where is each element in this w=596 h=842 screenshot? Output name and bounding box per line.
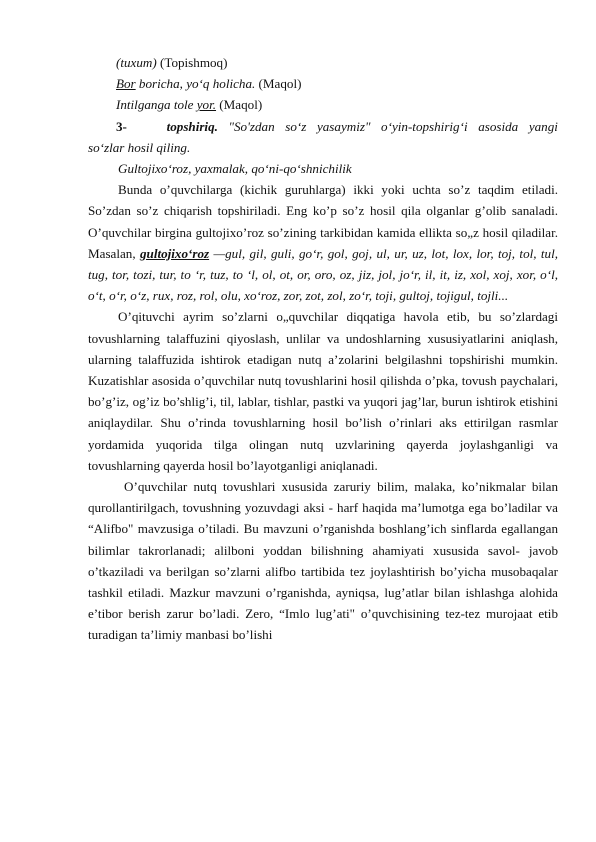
- paragraph-3: O’quvchilar nutq tovushlari xususida zaruriy bilim, malaka, ko’nikmalar bilan qurollantirilgach, tovushning yozuvdagi aksi - harf haqida ma’lumotga ega bo’ladilar va “Alifbo" mavzusiga o’tiladi. Bu mavzuni o’rganishda boshlang’ich sinflarda egallangan bilimlar takrorlanadi; alilboni yoddan bilishning ahamiyati xususida savol- javob o’tkaziladi va berilgan so’zlarni alifbo tartibida tez joylashtirish bo’yicha musobaqalar tashkil etiladi. Mazkur mavzuni o’rganishda, ayniqsa, lug’atlar bilan ishlashga alohida e’tibor berish zarur bo’ladi. Zero, “Imlo lug’ati" o’quvchisining tez-tez murojaat etib turadigan ta’limiy manbasi bo’lishi: [88, 479, 558, 643]
- derived-words-list: —gul, gil, guli, go‘r, gol, goj, ul, ur, uz, lot, lox, lor, toj, tol, tul, tug, tor, tozi, tur, to ‘r, tuz, to ‘l, ol, ot, or, oro, oz, jiz, jol, jo‘r, il, it, iz, xol, xoj, xor, o‘l, o‘t, o‘r, o‘z, rux, roz, rol, olu, xo‘roz, zor, zot, zol, zo‘r, toji, gultoj, tojigul, tojli...: [88, 245, 558, 304]
- example-line-proverb-1: [88, 73, 558, 94]
- task-number: 3-: [116, 118, 127, 134]
- example-italic: Intilganga tole: [116, 97, 197, 113]
- example-source: (Topishmoq): [156, 55, 228, 70]
- page-content: [88, 52, 558, 646]
- example-line-proverb-2: [88, 94, 558, 115]
- paragraph-1-text: Bunda o’quvchilarga (kichik guruhlarga) ikki yoki uchta so’z taqdim etiladi. So’zdan so’z chiqarish topshiriladi. Eng ko’p so’z hosil qila olganlar g’olib sanaladi. O’quvchilar birgina gultojixo’roz so’zining tarkibidan kamida ellikta so„z hosil qiladilar. Masalan,: [88, 182, 558, 261]
- task-word: yangi: [528, 118, 558, 134]
- task-word: asosida: [478, 118, 519, 134]
- task-word: so‘z: [285, 118, 307, 134]
- task-words-given: Gultojixo‘roz, yaxmalak, qo‘ni-qo‘shnichilik: [118, 161, 352, 177]
- example-underlined: Bor: [116, 76, 136, 92]
- task-word: topshiriq.: [166, 118, 218, 134]
- keyword-gultojixoroz: gultojixo‘roz: [140, 245, 210, 261]
- example-source: (Maqol): [255, 76, 302, 92]
- example-source: (Maqol): [216, 97, 263, 113]
- task-subtitle: [88, 158, 558, 179]
- paragraph-2: O’qituvchi ayrim so’zlarni o„quvchilar diqqatiga havola etib, bu so’zlardagi tovushlarning talaffuzini qiyoslash, unlilar va undoshlarning xususiyatlarini aniqlash, ularning talaffuzida ishtirok etadigan nutq a’zolarini belgilashni topshirishi mumkin. Kuzatishlar asosida o’quvchilar nutq tovushlarini hosil qilishda o’pka, tovush paychalari, bo’g’iz, og’iz bo’shlig’i, til, lablar, tishlar, pastki va yuqori jag’lar, burun ishtirok etishini aniqlaydilar. Shu o’rinda tovushlarning hosil bo’lish o’rinlari aks ettirilgan rasmlar yordamida yuqorida tilga olingan nutq uzvlarining qayerda joylashganligi va tovushlarning qayerda hosil bo’layotganligi aniqlanadi.: [88, 309, 558, 473]
- task-heading: [88, 116, 558, 137]
- example-italic: (tuxum): [116, 55, 157, 70]
- example-italic: boricha, yo‘q holicha.: [135, 76, 256, 92]
- task-word: "So'zdan: [228, 118, 275, 134]
- task-continuation: so‘zlar hosil qiling.: [88, 139, 191, 155]
- example-line-riddle: [88, 52, 558, 73]
- task-line-2: [88, 137, 558, 158]
- paragraph-1: [88, 179, 558, 306]
- task-word: yasaymiz": [316, 118, 371, 134]
- example-underlined: yor.: [196, 97, 217, 113]
- task-word: o‘yin-topshirig‘i: [381, 118, 468, 134]
